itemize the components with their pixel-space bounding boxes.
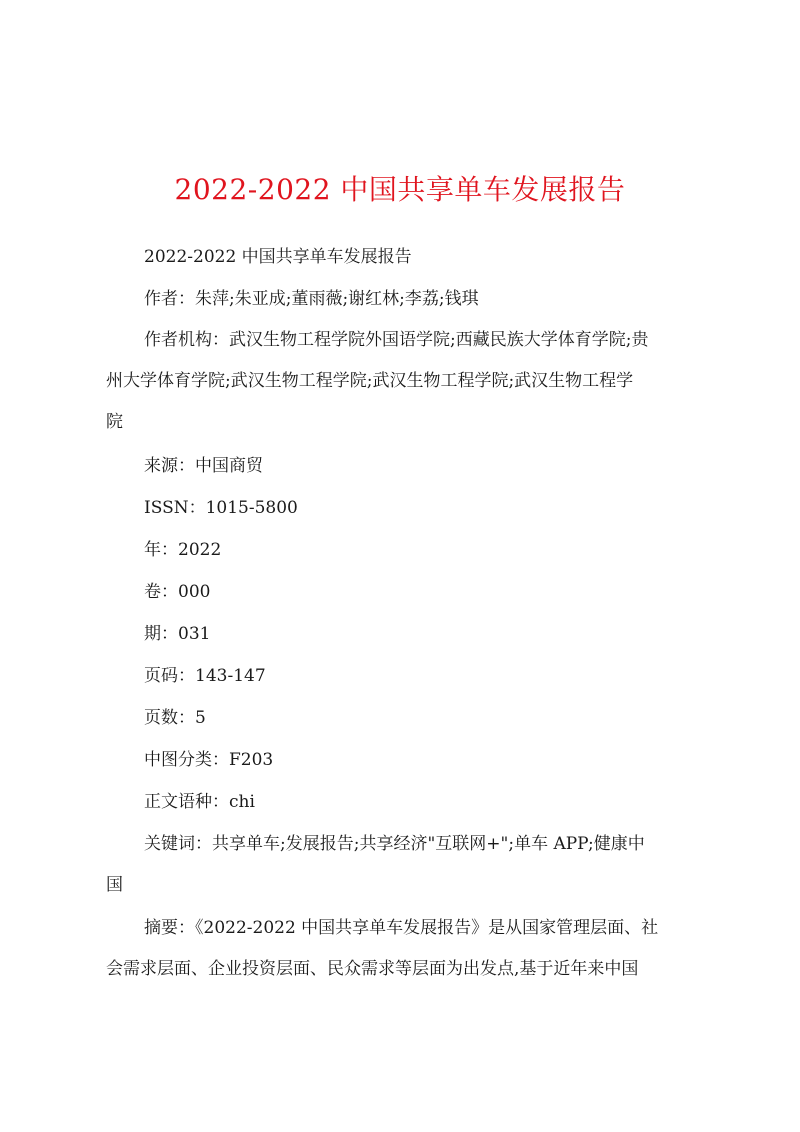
affiliation-line-3: 院 bbox=[106, 412, 123, 432]
document-title: 2022-2022 中国共享单车发展报告 bbox=[174, 173, 626, 206]
affiliation-paragraph bbox=[106, 320, 702, 443]
abstract-line-2: 会需求层面、企业投资层面、民众需求等层面为出发点,基于近年来中国 bbox=[106, 959, 639, 979]
authors-line bbox=[106, 279, 702, 320]
keywords-paragraph bbox=[106, 824, 702, 906]
volume-text: 卷：000 bbox=[144, 582, 211, 602]
classification-line bbox=[106, 740, 702, 781]
authors-text: 作者：朱萍;朱亚成;董雨薇;谢红林;李荔;钱琪 bbox=[144, 289, 479, 309]
issue-line bbox=[106, 614, 702, 655]
pages-line bbox=[106, 656, 702, 697]
pages-text: 页码：143-147 bbox=[144, 666, 266, 686]
source-text: 来源：中国商贸 bbox=[144, 456, 263, 476]
issn-line bbox=[106, 488, 702, 529]
page-count-line bbox=[106, 698, 702, 739]
keywords-line-2: 国 bbox=[106, 875, 123, 895]
year-line bbox=[106, 530, 702, 571]
issue-text: 期：031 bbox=[144, 624, 211, 644]
affiliation-line-1: 作者机构：武汉生物工程学院外国语学院;西藏民族大学体育学院;贵 bbox=[144, 330, 649, 350]
abstract-paragraph bbox=[106, 908, 702, 990]
issn-text: ISSN：1015-5800 bbox=[144, 498, 298, 518]
abstract-line-1: 摘要：《2022-2022 中国共享单车发展报告》是从国家管理层面、社 bbox=[144, 918, 659, 938]
language-text: 正文语种：chi bbox=[144, 792, 255, 812]
source-line bbox=[106, 446, 702, 487]
subtitle-text: 2022-2022 中国共享单车发展报告 bbox=[144, 247, 412, 267]
classification-text: 中图分类：F203 bbox=[144, 750, 274, 770]
volume-line bbox=[106, 572, 702, 613]
keywords-line-1: 关键词：共享单车;发展报告;共享经济"互联网+";单车 APP;健康中 bbox=[144, 834, 645, 854]
year-text: 年：2022 bbox=[144, 540, 222, 560]
affiliation-line-2: 州大学体育学院;武汉生物工程学院;武汉生物工程学院;武汉生物工程学 bbox=[106, 371, 634, 391]
page-count-text: 页数：5 bbox=[144, 708, 206, 728]
subtitle-line bbox=[106, 237, 702, 278]
language-line bbox=[106, 782, 702, 823]
